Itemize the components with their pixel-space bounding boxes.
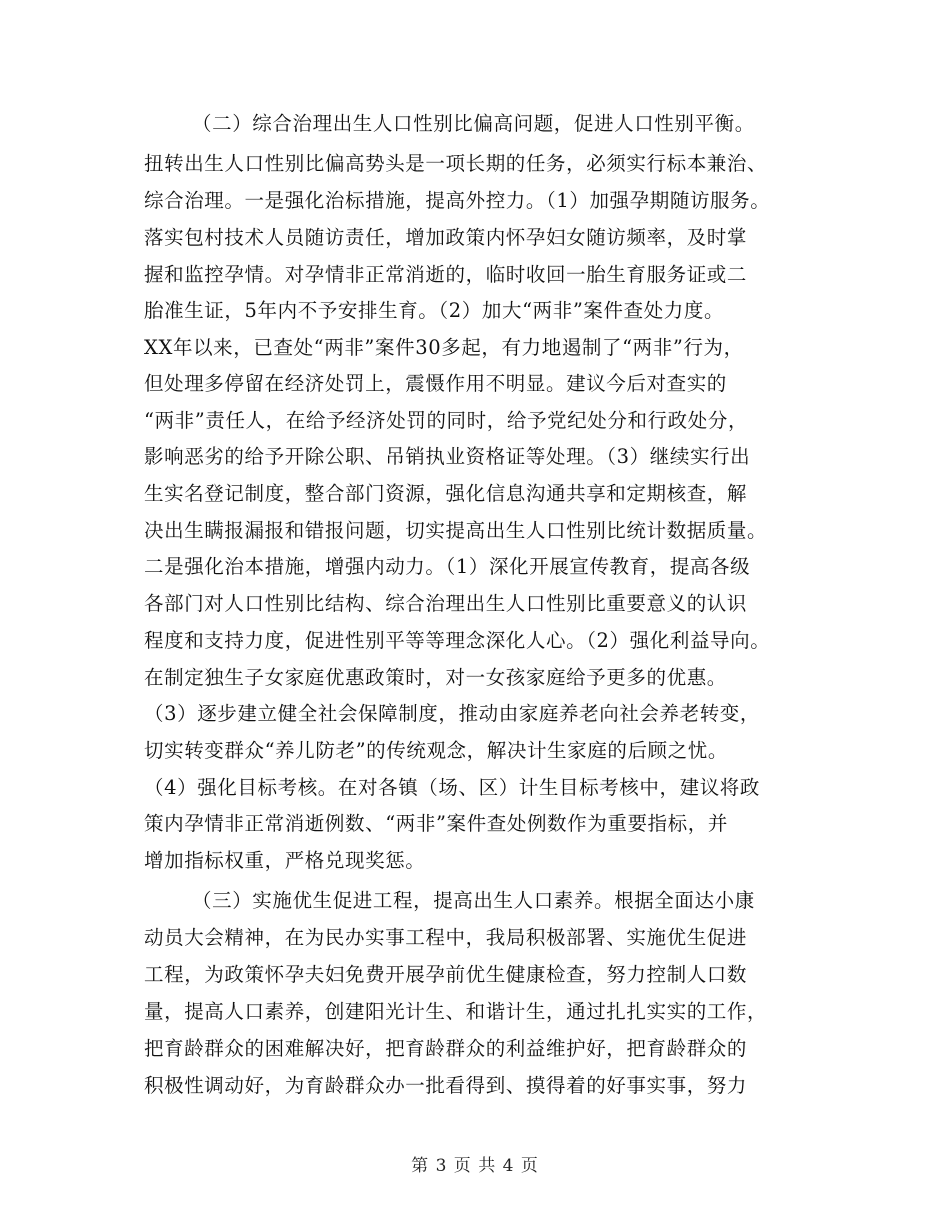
- text-line: 生实名登记制度，整合部门资源，强化信息沟通共享和定期核查，解: [144, 482, 748, 505]
- text-line: 量，提高人口素养，创建阳光计生、和谐计生，通过扎扎实实的工作，: [144, 1000, 768, 1023]
- text-line: 策内孕情非正常消逝例数、“两非”案件查处例数作为重要指标，并: [144, 812, 728, 835]
- text-line: （三）实施优生促进工程，提高出生人口素养。根据全面达小康: [192, 889, 755, 912]
- text-line: 积极性调动好，为育龄群众办一批看得到、摸得着的好事实事，努力: [144, 1074, 748, 1097]
- page-footer: 第 3 页 共 4 页: [411, 1156, 539, 1176]
- text-line: 综合治理。一是强化治标措施，提高外控力。（1）加强孕期随访服务。: [144, 189, 771, 212]
- text-line: 动员大会精神，在为民办实事工程中，我局积极部署、实施优生促进: [144, 926, 748, 949]
- text-line: 影响恶劣的给予开除公职、吊销执业资格证等处理。（3）继续实行出: [144, 445, 751, 468]
- text-line: 切实转变群众“养儿防老”的传统观念，解决计生家庭的后顾之忧。: [144, 739, 728, 762]
- text-line: “两非”责任人，在给予经济处罚的同时，给予党纪处分和行政处分，: [144, 409, 749, 432]
- text-line: （二）综合治理出生人口性别比偏高问题，促进人口性别平衡。: [192, 112, 755, 135]
- text-line: 把育龄群众的困难解决好，把育龄群众的利益维护好，把育龄群众的: [144, 1037, 748, 1060]
- text-line: XX年以来，已查处“两非”案件30多起，有力地遏制了“两非”行为，: [144, 336, 744, 359]
- text-line: 增加指标权重，严格兑现奖惩。: [144, 849, 426, 872]
- text-line: 在制定独生子女家庭优惠政策时，对一女孩家庭给予更多的优惠。: [144, 666, 727, 689]
- text-line: 程度和支持力度，促进性别平等等理念深化人心。（2）强化利益导向。: [144, 629, 771, 652]
- text-line: 但处理多停留在经济处罚上，震慑作用不明显。建议今后对查实的: [144, 372, 727, 395]
- text-line: 胎准生证，5年内不予安排生育。（2）加大“两非”案件查处力度。: [144, 299, 725, 322]
- text-line: 二是强化治本措施，增强内动力。（1）深化开展宣传教育，提高各级: [144, 555, 751, 578]
- text-line: （4）强化目标考核。在对各镇（场、区）计生目标考核中，建议将政: [144, 776, 761, 799]
- text-line: 扭转出生人口性别比偏高势头是一项长期的任务，必须实行标本兼治、: [144, 152, 768, 175]
- text-line: （3）逐步建立健全社会保障制度，推动由家庭养老向社会养老转变，: [144, 702, 761, 725]
- text-line: 决出生瞒报漏报和错报问题，切实提高出生人口性别比统计数据质量。: [144, 519, 768, 542]
- text-line: 工程，为政策怀孕夫妇免费开展孕前优生健康检查，努力控制人口数: [144, 963, 748, 986]
- text-line: 握和监控孕情。对孕情非正常消逝的，临时收回一胎生育服务证或二: [144, 263, 748, 286]
- text-line: 各部门对人口性别比结构、综合治理出生人口性别比重要意义的认识: [144, 592, 748, 615]
- text-line: 落实包村技术人员随访责任，增加政策内怀孕妇女随访频率，及时掌: [144, 226, 748, 249]
